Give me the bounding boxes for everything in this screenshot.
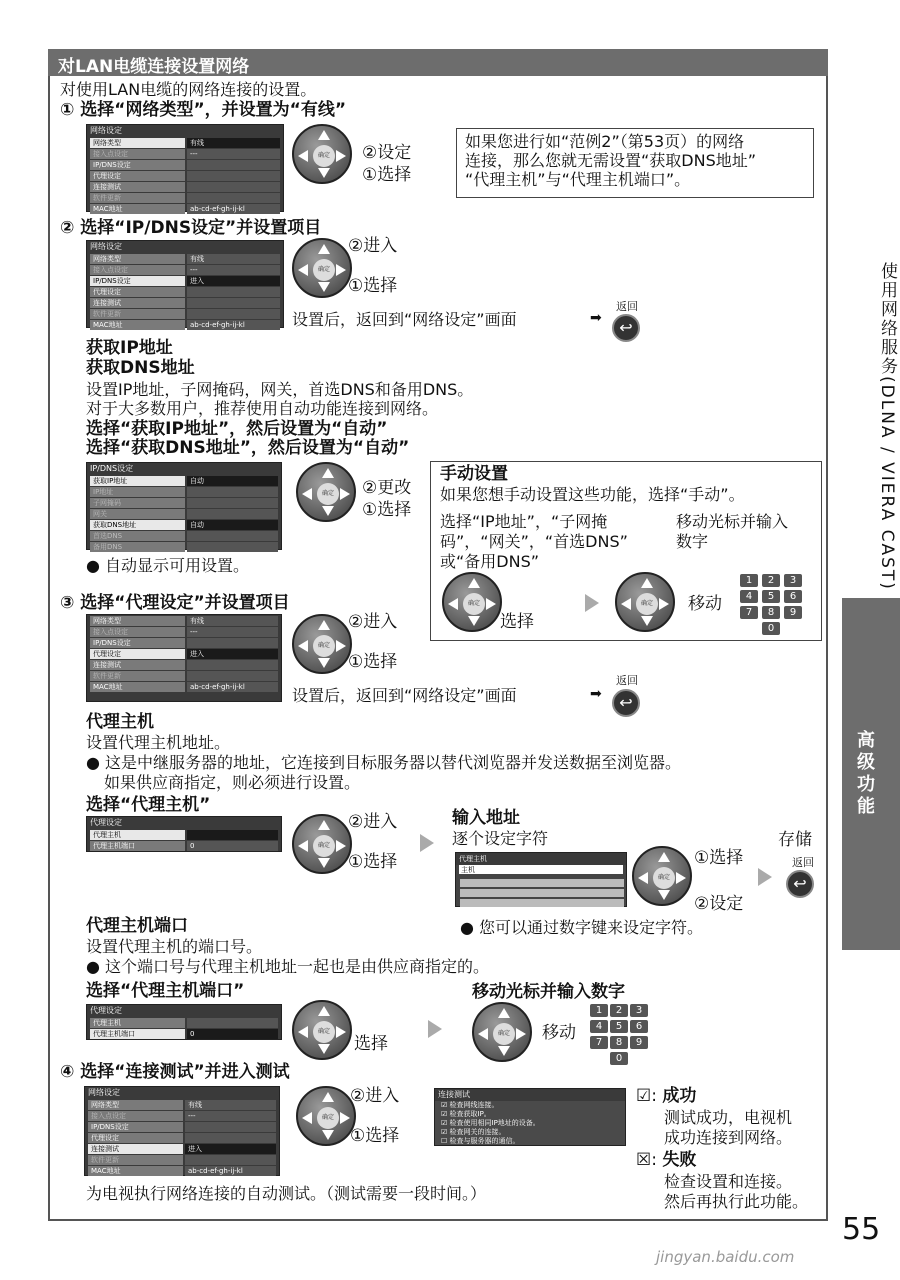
dpad-label-change: ②更改: [362, 478, 412, 498]
proxy-instruction: 选择“代理主机”: [86, 795, 211, 815]
menu-row-value: 有线: [187, 616, 278, 626]
proxy-note: ● 您可以通过数字键来设定字符。: [460, 918, 704, 937]
port-bullet: ● 这个端口号与代理主机地址一起也是由供应商指定的。: [86, 957, 490, 976]
remote-dpad[interactable]: [615, 572, 675, 632]
dpad-label-enter: ②进入: [348, 812, 398, 832]
menu-row-label[interactable]: 连接测试: [90, 182, 185, 192]
menu-row-value: 自动: [187, 520, 278, 530]
back-label: 返回: [616, 300, 638, 313]
ok-button[interactable]: 确定: [317, 483, 339, 505]
menu-row-value: 0: [187, 841, 278, 851]
remote-dpad[interactable]: [292, 1000, 352, 1060]
proxy-bullet-text: 这是中继服务器的地址，它连接到目标服务器以替代浏览器并发送数据至浏览器。: [105, 753, 682, 772]
menu-row-label[interactable]: 连接测试: [90, 298, 185, 308]
proxy-desc: 设置代理主机地址。: [86, 733, 231, 752]
cross-icon: ☒: [636, 1150, 652, 1170]
arrow-icon: [758, 868, 772, 886]
menu-row-value: 有线: [185, 1100, 276, 1110]
network-settings-screen: [84, 1086, 280, 1176]
menu-row-label: 子网掩码: [90, 498, 185, 508]
port-heading: 代理主机端口: [86, 916, 188, 936]
network-settings-screen: [86, 124, 284, 212]
back-label: 返回: [792, 856, 814, 869]
ok-button[interactable]: 确定: [313, 145, 335, 167]
port-desc: 设置代理主机的端口号。: [86, 937, 263, 956]
dpad-label-select: ①选择: [348, 276, 398, 296]
manual-title: 手动设置: [440, 464, 508, 484]
test-item-text: 检查与服务器的通信。: [449, 1137, 520, 1145]
numkey[interactable]: 8: [762, 606, 780, 619]
remote-dpad[interactable]: [292, 614, 352, 674]
proxy-note-text: 您可以通过数字键来设定字符。: [479, 918, 704, 937]
step3-title: ③ 选择“代理设定”并设置项目: [60, 593, 290, 613]
numkey[interactable]: 5: [762, 590, 780, 603]
ipdns-instruction: 选择“获取IP地址”，然后设置为“自动”: [86, 419, 388, 439]
numkey[interactable]: 6: [784, 590, 802, 603]
dpad-label-set: ②设定: [362, 143, 412, 163]
menu-row-value: ---: [185, 1111, 276, 1121]
numkey[interactable]: 1: [740, 574, 758, 587]
dpad-label-enter: ②进入: [348, 236, 398, 256]
keyboard-row[interactable]: [460, 889, 624, 897]
keyboard-screen: [455, 852, 627, 907]
menu-row-label: 网关: [90, 509, 185, 519]
numkey[interactable]: 3: [784, 574, 802, 587]
ok-button[interactable]: 确定: [463, 593, 485, 615]
intro-text: 对使用LAN电缆的网络连接的设置。: [60, 80, 317, 99]
note-line: “代理主机”与“代理主机端口”。: [465, 170, 691, 189]
menu-row-value: ---: [187, 627, 278, 637]
return-icon[interactable]: ↩: [612, 689, 640, 717]
step4-desc: 为电视执行网络连接的自动测试。（测试需要一段时间。）: [86, 1184, 487, 1203]
note-box: [456, 128, 814, 198]
menu-row-label: MAC地址: [90, 204, 185, 214]
menu-row-value: ab-cd-ef-gh-ij-kl: [187, 682, 278, 692]
ipdns-note: ● 自动显示可用设置。: [86, 556, 250, 575]
screen-title: 网络设定: [87, 125, 283, 137]
numkey[interactable]: 5: [610, 1020, 628, 1033]
menu-row-label[interactable]: 软件更新: [88, 1155, 183, 1165]
manual-desc: 选择“IP地址”，“子网掩: [440, 512, 608, 531]
remote-dpad[interactable]: [292, 238, 352, 298]
watermark: jingyan.baidu.com: [656, 1248, 795, 1266]
input-desc: 逐个设定字符: [452, 829, 549, 848]
port-instruction: 选择“代理主机端口”: [86, 981, 245, 1001]
menu-row-label: IP地址: [90, 487, 185, 497]
proxy-heading: 代理主机: [86, 712, 154, 732]
menu-row-value: ab-cd-ef-gh-ij-kl: [187, 320, 280, 330]
ok-button[interactable]: 确定: [317, 1107, 339, 1129]
ipdns-heading: 获取DNS地址: [86, 358, 195, 378]
host-field[interactable]: 主机: [459, 865, 623, 874]
numkey[interactable]: 0: [610, 1052, 628, 1065]
success-row: ☑: 成功: [636, 1086, 697, 1106]
fail-desc: 然后再执行此功能。: [664, 1192, 809, 1211]
menu-row-label[interactable]: 网络类型: [90, 254, 185, 264]
menu-row-label: MAC地址: [88, 1166, 183, 1176]
numkey[interactable]: 2: [762, 574, 780, 587]
fail-desc: 检查设置和连接。: [664, 1172, 793, 1191]
remote-dpad[interactable]: [292, 124, 352, 184]
menu-row-label[interactable]: 代理设定: [90, 649, 185, 659]
move-heading: 移动光标并输入数字: [472, 982, 625, 1002]
menu-row-value: 0: [187, 1029, 278, 1039]
dpad-label-select: ①选择: [362, 500, 412, 520]
menu-row-label[interactable]: IP/DNS设定: [90, 638, 185, 648]
menu-row-label[interactable]: 代理设定: [90, 287, 185, 297]
back-label: 返回: [616, 674, 638, 687]
success-desc: 成功连接到网络。: [664, 1128, 793, 1147]
check-icon: ☑: [636, 1086, 652, 1106]
dpad-label-select: ①选择: [350, 1126, 400, 1146]
dpad-label-select: ①选择: [362, 165, 412, 185]
remote-dpad[interactable]: [296, 462, 356, 522]
screen-title: 网络设定: [87, 241, 283, 253]
menu-row-label[interactable]: 网络类型: [88, 1100, 183, 1110]
sidebar-vertical-title: 使用网络服务(DLNA / VIERA CAST): [877, 262, 897, 591]
remote-dpad[interactable]: [632, 846, 692, 906]
manual-desc: 或“备用DNS”: [440, 552, 540, 571]
test-item: ☑ 检查获取IP。: [441, 1110, 491, 1118]
ok-button[interactable]: 确定: [313, 635, 335, 657]
dpad-label-enter: ②进入: [350, 1086, 400, 1106]
menu-row-label[interactable]: 软件更新: [90, 193, 185, 203]
test-item: ☐ 检查与服务器的通信。: [441, 1137, 520, 1145]
manual-desc: 如果您想手动设置这些功能，选择“手动”。: [440, 485, 745, 504]
keyboard-row[interactable]: [460, 899, 624, 907]
ok-button[interactable]: 确定: [313, 1021, 335, 1043]
menu-row-label[interactable]: 网络类型: [90, 616, 185, 626]
after-setting-text: 设置后，返回到“网络设定”画面: [292, 310, 517, 329]
success-desc: 测试成功，电视机: [664, 1108, 793, 1127]
screen-title: 连接测试: [435, 1089, 625, 1101]
remote-dpad[interactable]: [296, 1086, 356, 1146]
menu-row-label[interactable]: 连接测试: [90, 660, 185, 670]
ok-button[interactable]: 确定: [493, 1023, 515, 1045]
test-item: ☑ 检查使用相同IP地址的设备。: [441, 1119, 540, 1127]
menu-row-label[interactable]: 代理设定: [90, 171, 185, 181]
test-item: ☑ 检查网线连接。: [441, 1101, 499, 1109]
menu-row-value: 有线: [187, 254, 280, 264]
test-item-text: 检查网关的连接。: [449, 1128, 506, 1136]
menu-row-label[interactable]: 代理主机: [90, 830, 185, 840]
menu-row-value: 进入: [187, 649, 278, 659]
menu-row-label[interactable]: 连接测试: [88, 1144, 183, 1154]
menu-row-label[interactable]: 代理主机: [90, 1018, 185, 1028]
menu-row-label[interactable]: 代理设定: [88, 1133, 183, 1143]
numkey[interactable]: 1: [590, 1004, 608, 1017]
numkey[interactable]: 2: [610, 1004, 628, 1017]
menu-row-value: ---: [187, 149, 280, 159]
manual-desc: 数字: [676, 532, 709, 551]
proxy-settings-screen: [86, 1004, 282, 1040]
fail-heading: 失败: [662, 1150, 697, 1170]
note-line: 连接，那么您就无需设置“获取DNS地址”: [465, 151, 757, 170]
remote-dpad[interactable]: [292, 814, 352, 874]
dpad-label-set: ②设定: [694, 894, 744, 914]
menu-row-label[interactable]: 接入点设定: [90, 265, 185, 275]
ok-button[interactable]: 确定: [636, 593, 658, 615]
ipdns-screen: [86, 462, 282, 550]
menu-row-label[interactable]: IP/DNS设定: [88, 1122, 183, 1132]
sidebar-section-label: 高级功能: [857, 730, 877, 817]
step1-title: ① 选择“网络类型”，并设置为“有线”: [60, 100, 347, 120]
arrow-icon: [420, 834, 434, 852]
dpad-label-select: 选择: [354, 1034, 388, 1054]
keyboard-row[interactable]: [460, 879, 624, 887]
success-heading: 成功: [662, 1086, 697, 1106]
numkey[interactable]: 3: [630, 1004, 648, 1017]
screen-title: 代理设定: [87, 1005, 281, 1017]
arrow-icon: [585, 594, 599, 612]
screen-title: IP/DNS设定: [87, 463, 281, 475]
proxy-bullet: ● 这是中继服务器的地址，它连接到目标服务器以替代浏览器并发送数据至浏览器。: [86, 753, 682, 772]
menu-row-label[interactable]: 软件更新: [90, 671, 185, 681]
menu-row-label[interactable]: 获取IP地址: [90, 476, 185, 486]
menu-row-value: ---: [187, 265, 280, 275]
move-label: 移动: [542, 1023, 576, 1043]
ipdns-note-text: 自动显示可用设置。: [105, 556, 250, 575]
test-item-text: 检查使用相同IP地址的设备。: [449, 1119, 540, 1127]
ok-button[interactable]: 确定: [313, 835, 335, 857]
manual-desc: 码”，“网关”，“首选DNS”: [440, 532, 628, 551]
screen-title: 代理设定: [87, 817, 281, 829]
return-icon[interactable]: ↩: [786, 870, 814, 898]
menu-row-value: 有线: [187, 138, 280, 148]
dpad-label-select: ①选择: [348, 652, 398, 672]
input-heading: 输入地址: [452, 808, 520, 828]
numkey[interactable]: 9: [630, 1036, 648, 1049]
menu-row-label[interactable]: 网络类型: [90, 138, 185, 148]
step2-title: ② 选择“IP/DNS设定”并设置项目: [60, 218, 322, 238]
numkey[interactable]: 4: [740, 590, 758, 603]
numkey[interactable]: 8: [610, 1036, 628, 1049]
test-item-text: 检查网线连接。: [449, 1101, 499, 1109]
connection-test-screen: [434, 1088, 626, 1146]
dpad-label-select: ①选择: [348, 852, 398, 872]
ok-button[interactable]: 确定: [653, 867, 675, 889]
menu-row-value: ab-cd-ef-gh-ij-kl: [187, 204, 280, 214]
menu-row-label[interactable]: 接入点设定: [88, 1111, 183, 1121]
after-setting-text: 设置后，返回到“网络设定”画面: [292, 686, 517, 705]
manual-move-label: 移动: [688, 594, 722, 614]
menu-row-label[interactable]: 获取DNS地址: [90, 520, 185, 530]
menu-row-label: MAC地址: [90, 320, 185, 330]
arrow-icon: ➡: [590, 310, 602, 326]
save-label: 存储: [778, 830, 812, 850]
network-settings-screen: [86, 614, 282, 702]
menu-row-value: 进入: [185, 1144, 276, 1154]
dpad-label-enter: ②进入: [348, 612, 398, 632]
menu-row-value: 进入: [187, 276, 280, 286]
screen-title: 网络设定: [85, 1087, 279, 1099]
network-settings-screen: [86, 240, 284, 328]
ipdns-desc: 对于大多数用户，推荐使用自动功能连接到网络。: [86, 399, 439, 418]
test-item: ☑ 检查网关的连接。: [441, 1128, 506, 1136]
numkey[interactable]: 6: [630, 1020, 648, 1033]
manual-select-label: 选择: [500, 612, 534, 632]
menu-row-label[interactable]: 软件更新: [90, 309, 185, 319]
menu-row-label: MAC地址: [90, 682, 185, 692]
menu-row-label: 首选DNS: [90, 531, 185, 541]
arrow-icon: ➡: [590, 686, 602, 702]
fail-row: ☒: 失败: [636, 1150, 697, 1170]
remote-dpad[interactable]: [442, 572, 502, 632]
menu-row-label: 备用DNS: [90, 542, 185, 552]
ok-button[interactable]: 确定: [313, 259, 335, 281]
proxy-settings-screen: [86, 816, 282, 852]
menu-row-label[interactable]: 代理主机端口: [90, 841, 185, 851]
numkey[interactable]: 9: [784, 606, 802, 619]
numkey[interactable]: 0: [762, 622, 780, 635]
ipdns-instruction: 选择“获取DNS地址”，然后设置为“自动”: [86, 438, 410, 458]
remote-dpad[interactable]: [472, 1002, 532, 1062]
numkey[interactable]: 4: [590, 1020, 608, 1033]
note-line: 如果您进行如“范例2”（第53页）的网络: [465, 132, 745, 151]
page-number: 55: [842, 1212, 881, 1247]
proxy-bullet-cont: 如果供应商指定，则必须进行设置。: [104, 773, 361, 792]
screen-title: 代理主机: [456, 853, 626, 865]
menu-row-value: 自动: [187, 476, 278, 486]
return-icon[interactable]: ↩: [612, 314, 640, 342]
port-bullet-text: 这个端口号与代理主机地址一起也是由供应商指定的。: [105, 957, 490, 976]
arrow-icon: [428, 1020, 442, 1038]
numkey[interactable]: 7: [590, 1036, 608, 1049]
test-item-text: 检查获取IP。: [449, 1110, 491, 1118]
numkey[interactable]: 7: [740, 606, 758, 619]
menu-row-label[interactable]: 接入点设定: [90, 149, 185, 159]
section-header: 对LAN电缆连接设置网络: [48, 49, 828, 76]
menu-row-label[interactable]: 接入点设定: [90, 627, 185, 637]
dpad-label-select: ①选择: [694, 848, 744, 868]
menu-row-label[interactable]: IP/DNS设定: [90, 276, 185, 286]
menu-row-label[interactable]: IP/DNS设定: [90, 160, 185, 170]
step4-title: ④ 选择“连接测试”并进入测试: [60, 1062, 290, 1082]
menu-row-value: ab-cd-ef-gh-ij-kl: [185, 1166, 276, 1176]
manual-desc: 移动光标并输入: [676, 512, 789, 531]
ipdns-desc: 设置IP地址，子网掩码，网关，首选DNS和备用DNS。: [86, 380, 474, 399]
menu-row-label[interactable]: 代理主机端口: [90, 1029, 185, 1039]
ipdns-heading: 获取IP地址: [86, 338, 173, 358]
